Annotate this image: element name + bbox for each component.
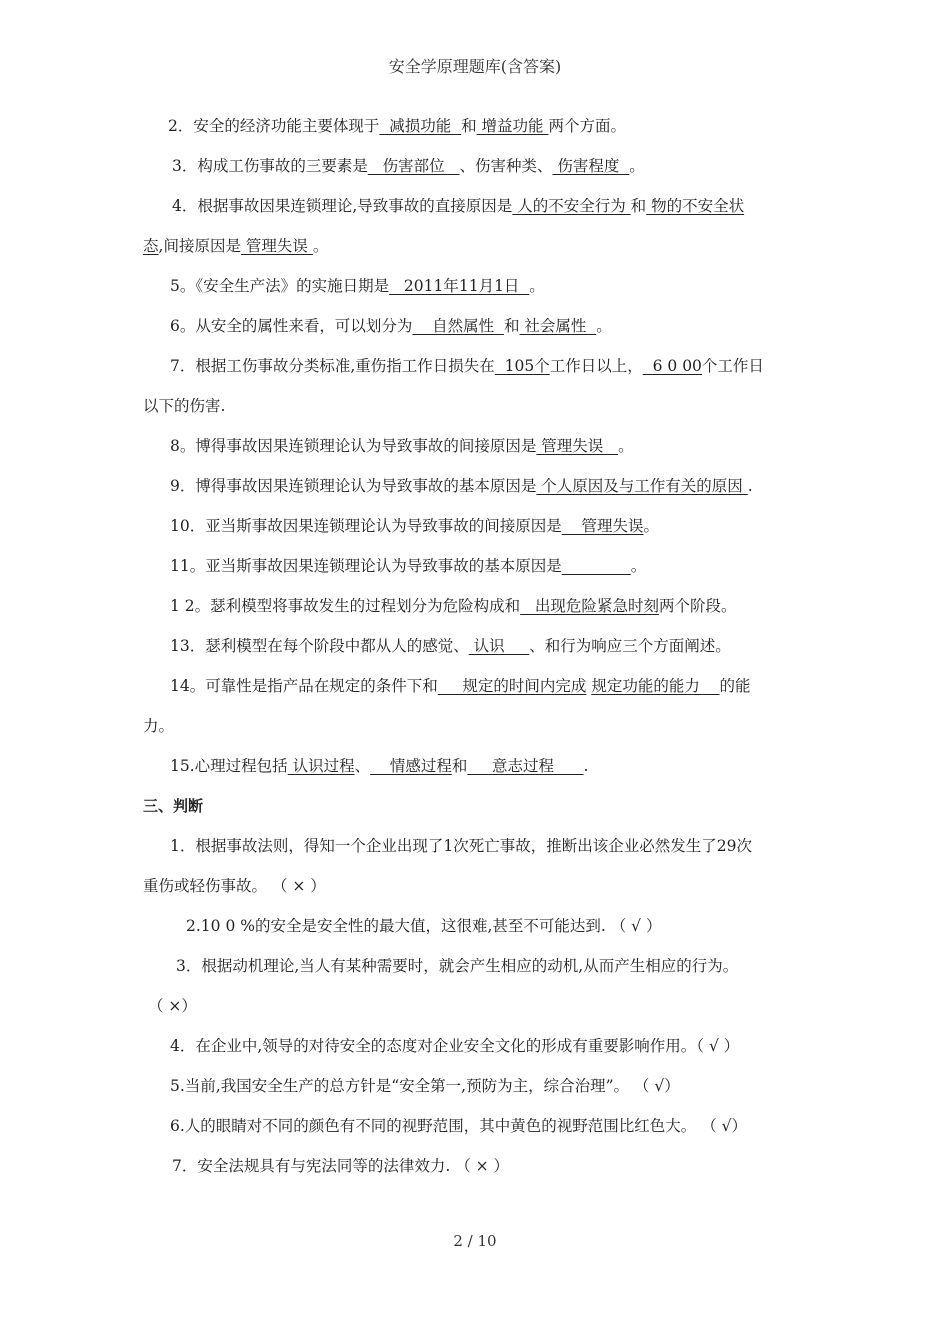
answer-blank: 管理失误 bbox=[240, 237, 313, 255]
judge-4: 4．在企业中,领导的对待安全的态度对企业安全文化的形成有重要影响作用。（ √ ） bbox=[170, 1037, 740, 1055]
section-heading: 三、判断 bbox=[143, 797, 204, 815]
answer-blank: 规定的时间内完成 bbox=[437, 677, 587, 695]
answer-blank: 管理失误 bbox=[536, 437, 619, 455]
question-text: 两个方面。 bbox=[548, 117, 626, 135]
question-text: 的能 bbox=[719, 677, 751, 695]
answer-blank: 社会属性 bbox=[519, 317, 597, 335]
question-13 bbox=[170, 635, 731, 657]
answer-blank: 2011年11月1日 bbox=[389, 277, 530, 295]
question-text: 13．瑟利模型在每个阶段中都从人的感觉、 bbox=[170, 637, 469, 655]
answer-blank: 情感过程 bbox=[370, 757, 452, 775]
question-14-cont: 力。 bbox=[143, 717, 175, 735]
answer-blank: 自然属性 bbox=[412, 317, 504, 335]
question-text: 4．根据事故因果连锁理论,导致事故的直接原因是 bbox=[172, 197, 513, 215]
question-text: 2．安全的经济功能主要体现于 bbox=[168, 117, 380, 135]
answer-blank: 物的不安全状 bbox=[646, 197, 745, 215]
question-11 bbox=[170, 555, 646, 577]
question-text: 。 bbox=[643, 517, 659, 535]
judge-1: 1．根据事故法则，得知一个企业出现了1次死亡事故，推断出该企业必然发生了29次 bbox=[170, 837, 752, 855]
answer-blank: 规定功能的能力 bbox=[591, 677, 720, 695]
question-text: 和 bbox=[461, 117, 477, 135]
question-text: 个工作日 bbox=[701, 357, 764, 375]
question-text: 、 bbox=[354, 757, 371, 775]
judge-2: 2.10 0 %的安全是安全性的最大值，这很难,甚至不可能达到. （ √ ） bbox=[186, 917, 662, 935]
question-15 bbox=[170, 755, 588, 777]
question-text: 3．构成工伤事故的三要素是 bbox=[172, 157, 368, 175]
question-text: 。 bbox=[629, 157, 645, 175]
judge-3: 3．根据动机理论,当人有某种需要时，就会产生相应的动机,从而产生相应的行为。 bbox=[176, 957, 739, 975]
question-4-cont bbox=[143, 235, 328, 257]
judge-6: 6.人的眼睛对不同的颜色有不同的视野范围，其中黄色的视野范围比红色大。 （ √） bbox=[170, 1117, 748, 1135]
page-title: 安全学原理题库(含答案) bbox=[388, 57, 562, 76]
question-12 bbox=[170, 595, 736, 617]
question-text: 11。亚当斯事故因果连锁理论认为导致事故的基本原因是 bbox=[170, 557, 562, 575]
question-9 bbox=[170, 475, 753, 497]
page-number: 2 / 10 bbox=[453, 1232, 497, 1250]
answer-blank: 伤害部位 bbox=[367, 157, 460, 175]
question-text: ,间接原因是 bbox=[158, 237, 241, 255]
question-text: 。 bbox=[630, 557, 647, 575]
answer-blank: 认识 bbox=[468, 637, 530, 655]
answer-blank: 认识过程 bbox=[287, 757, 355, 775]
question-text: 两个阶段。 bbox=[658, 597, 737, 615]
judge-1-cont: 重伤或轻伤事故。 （ × ） bbox=[143, 877, 326, 895]
answer-blank: 伤害程度 bbox=[552, 157, 630, 175]
judge-7: 7．安全法规具有与宪法同等的法律效力. （ × ） bbox=[172, 1157, 510, 1175]
question-text: 、和行为响应三个方面阐述。 bbox=[529, 637, 731, 655]
question-text: 和 bbox=[503, 317, 520, 335]
answer-blank: 减损功能 bbox=[379, 117, 462, 135]
question-8 bbox=[170, 435, 634, 457]
answer-blank: 人的不安全行为 bbox=[512, 197, 631, 215]
question-text: 8。博得事故因果连锁理论认为导致事故的间接原因是 bbox=[170, 437, 537, 455]
question-text: 14。可靠性是指产品在规定的条件下和 bbox=[170, 677, 438, 695]
question-text: . bbox=[583, 757, 589, 775]
question-2 bbox=[168, 115, 626, 137]
answer-blank: 意志过程 bbox=[467, 757, 584, 775]
question-6 bbox=[170, 315, 612, 337]
question-text: 6。从安全的属性来看，可以划分为 bbox=[170, 317, 413, 335]
question-4 bbox=[172, 195, 744, 217]
question-text: 1 2。瑟利模型将事故发生的过程划分为危险构成和 bbox=[170, 597, 521, 615]
question-text: 。 bbox=[618, 437, 634, 455]
question-text: . bbox=[747, 477, 753, 495]
answer-blank: 个人原因及与工作有关的原因 bbox=[536, 477, 748, 495]
question-text: 和 bbox=[451, 757, 468, 775]
answer-blank bbox=[562, 557, 631, 575]
question-7 bbox=[170, 355, 764, 377]
answer-blank: 管理失误 bbox=[561, 517, 644, 535]
question-text: 。 bbox=[529, 277, 545, 295]
question-7-cont: 以下的伤害. bbox=[143, 397, 226, 415]
question-text: 15.心理过程包括 bbox=[170, 757, 288, 775]
question-text: 7．根据工伤事故分类标准,重伤指工作日损失在 bbox=[170, 357, 495, 375]
answer-blank: 105个 bbox=[494, 357, 550, 375]
answer-blank: 增益功能 bbox=[476, 117, 549, 135]
question-3 bbox=[172, 155, 645, 177]
question-text: 和 bbox=[630, 197, 647, 215]
question-text: 工作日以上， bbox=[549, 357, 643, 375]
question-text: 、伤害种类、 bbox=[459, 157, 553, 175]
answer-blank: 态 bbox=[143, 237, 159, 255]
judge-5: 5.当前,我国安全生产的总方针是“安全第一,预防为主，综合治理”。 （ √） bbox=[170, 1077, 680, 1095]
question-5 bbox=[170, 275, 545, 297]
answer-blank: 6 0 00 bbox=[642, 357, 702, 375]
judge-3-cont: （ ×） bbox=[148, 997, 197, 1015]
question-10 bbox=[170, 515, 659, 537]
question-text: 。 bbox=[312, 237, 329, 255]
question-14 bbox=[170, 675, 751, 697]
question-text: 9．博得事故因果连锁理论认为导致事故的基本原因是 bbox=[170, 477, 537, 495]
question-text: 。 bbox=[596, 317, 612, 335]
question-text: 10．亚当斯事故因果连锁理论认为导致事故的间接原因是 bbox=[170, 517, 562, 535]
answer-blank: 出现危险紧急时刻 bbox=[520, 597, 659, 615]
question-text: 5。《安全生产法》的实施日期是 bbox=[170, 277, 390, 295]
